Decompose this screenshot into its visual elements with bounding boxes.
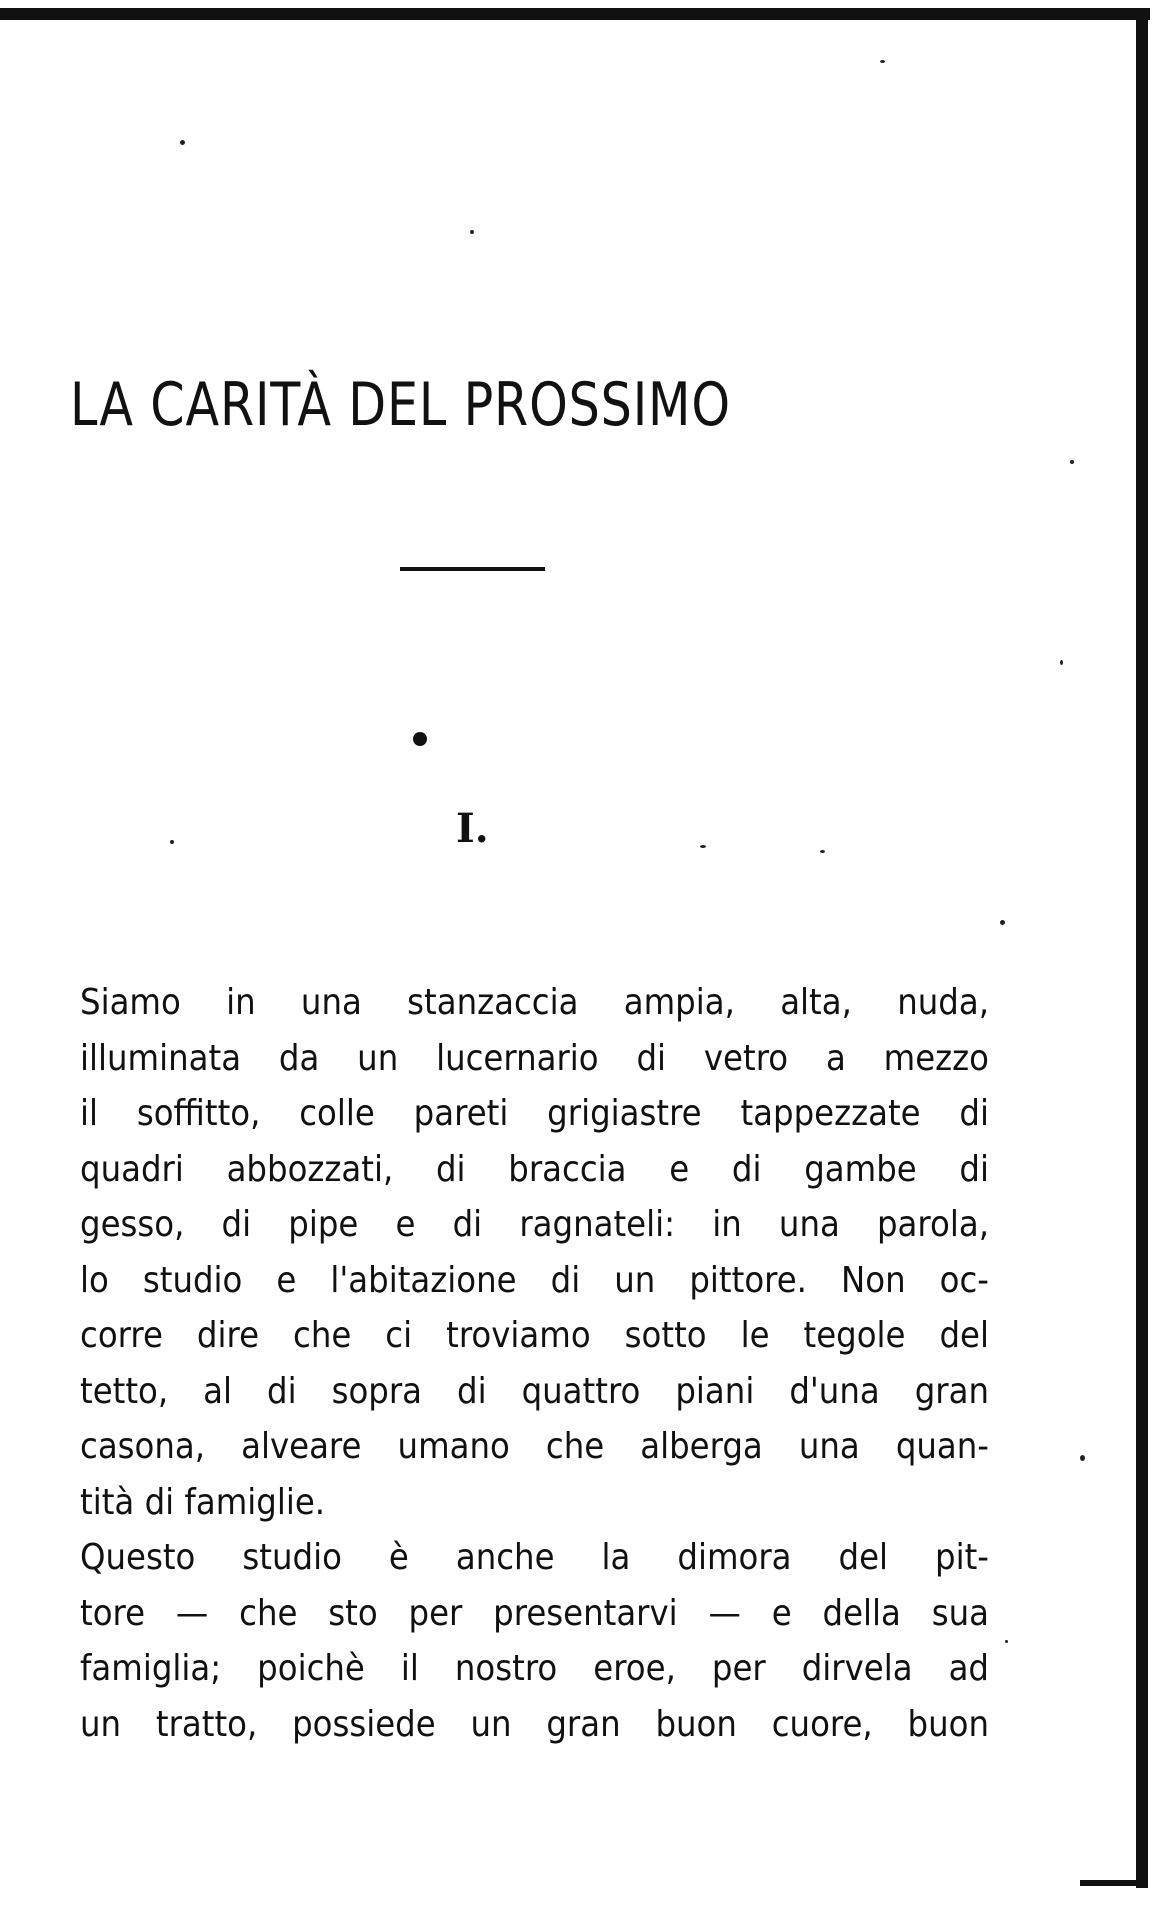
scan-speck (180, 140, 185, 145)
paragraph-1-line: tetto, al di sopra di quattro piani d'una gran (80, 1370, 989, 1412)
scan-speck (1080, 1455, 1085, 1461)
scan-speck (470, 230, 474, 234)
section-number: I. (456, 805, 489, 852)
paragraph-2-line: Questo studio è anche la dimora del pit- (80, 1537, 989, 1578)
scan-speck (880, 60, 885, 63)
paragraph-1-line: lo studio e l'abitazione di un pittore. Non oc- (80, 1259, 989, 1301)
paragraph-1-line: quadri abbozzati, di braccia e di gambe di (80, 1148, 989, 1190)
paragraph-1-line: corre dire che ci troviamo sotto le tegole del (80, 1315, 989, 1356)
paragraph-1-line: illuminata da un lucernario di vetro a mezzo (80, 1037, 989, 1079)
page-border-right (1136, 8, 1148, 1888)
title-divider (400, 567, 545, 571)
paragraph-2-line: tore — che sto per presentarvi — e della sua (80, 1592, 989, 1634)
scan-speck (1000, 920, 1005, 925)
page-border-top (0, 8, 1150, 20)
page-border-bottom (1080, 1880, 1140, 1886)
paragraph-2-line: un tratto, possiede un gran buon cuore, buon (80, 1703, 989, 1745)
paragraph-1-line: gesso, di pipe e di ragnateli: in una parola, (80, 1204, 989, 1245)
paragraph-1-line: tità di famiglie. (80, 1481, 326, 1523)
scan-speck (1070, 460, 1074, 464)
paragraph-2-line: famiglia; poichè il nostro eroe, per dirvela ad (80, 1648, 989, 1689)
scan-speck (1005, 1640, 1008, 1643)
chapter-title: LA CARITÀ DEL PROSSIMO (70, 370, 731, 440)
scan-speck (1060, 660, 1063, 665)
body-text (80, 975, 989, 1752)
ornament-dot (413, 732, 427, 746)
scan-speck (700, 845, 706, 848)
scan-speck (170, 840, 174, 844)
paragraph-1-line: casona, alveare umano che alberga una quan- (80, 1426, 989, 1467)
paragraph-1-line: Siamo in una stanzaccia ampia, alta, nuda, (80, 982, 989, 1023)
scan-speck (820, 850, 825, 853)
paragraph-1-line: il soffitto, colle pareti grigiastre tappezzate di (80, 1093, 989, 1134)
